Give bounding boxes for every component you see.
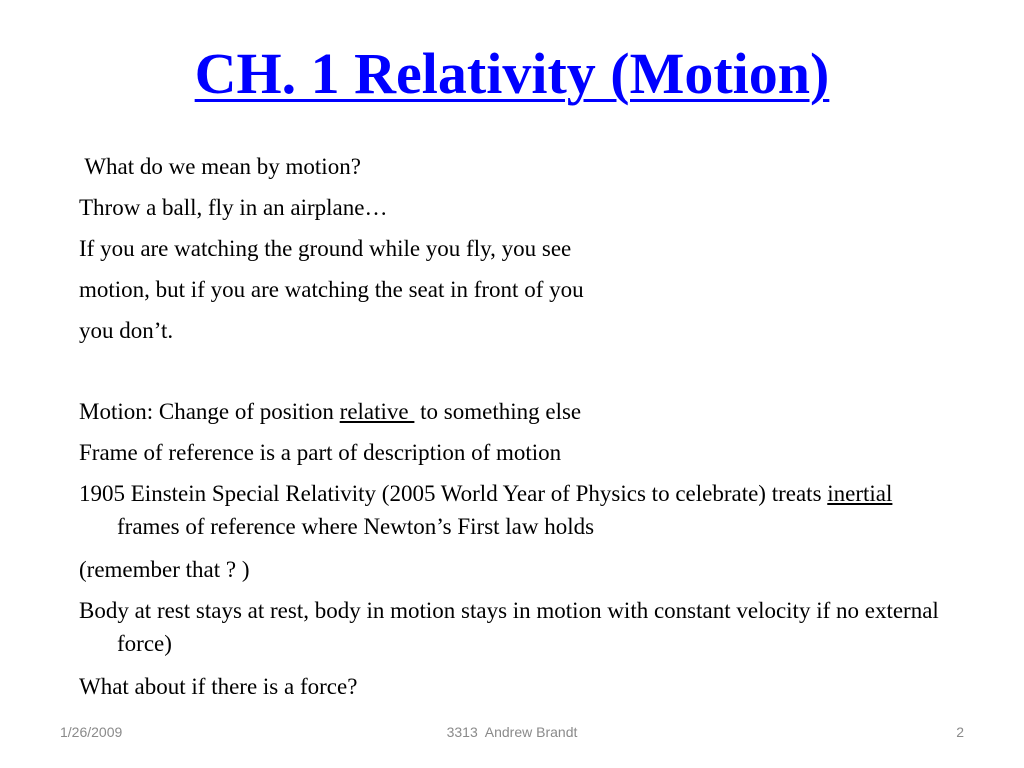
body-line-4: motion, but if you are watching the seat in front of you — [79, 277, 584, 302]
body-line-1: What do we mean by motion? — [79, 154, 361, 179]
footer-page-number: 2 — [956, 724, 964, 740]
footer-author: 3313 Andrew Brandt — [446, 724, 578, 740]
body-line-einstein — [79, 477, 959, 543]
footer-date: 1/26/2009 — [60, 724, 123, 740]
body-line-newton-first-law: Body at rest stays at rest, body in motion stays in motion with constant velocity if no external force) — [79, 598, 939, 656]
einstein-text: 1905 Einstein Special Relativity (2005 World Year of Physics to celebrate) treats — [79, 481, 828, 506]
relative-underlined-word: relative — [339, 399, 415, 424]
motion-definition-text: Motion: Change of position — [79, 399, 340, 424]
inertial-underlined-word: inertial — [827, 481, 893, 506]
motion-definition-tail: to something else — [414, 399, 582, 424]
body-line-frame-of-reference: Frame of reference is a part of description of motion — [79, 440, 562, 465]
body-line-5: you don’t. — [79, 318, 174, 343]
body-line-force-question: What about if there is a force? — [79, 674, 358, 699]
body-line-2: Throw a ball, fly in an airplane… — [79, 195, 388, 220]
body-line-remember: (remember that ? ) — [79, 557, 250, 582]
einstein-tail: frames of reference where Newton’s First law holds — [117, 514, 595, 539]
body-line-motion-definition — [79, 395, 959, 428]
slide-title: CH. 1 Relativity (Motion) — [194, 41, 830, 106]
body-line-3: If you are watching the ground while you fly, you see — [79, 236, 572, 261]
